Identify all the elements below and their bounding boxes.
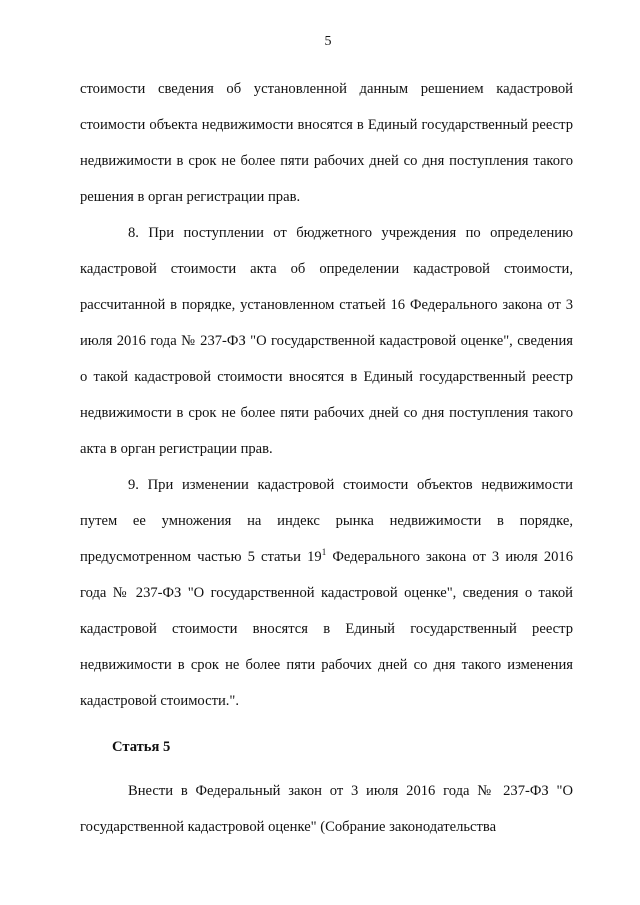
article-heading: Статья 5: [112, 739, 171, 755]
document-body: [80, 71, 573, 845]
paragraph-article-5: Внести в Федеральный закон от 3 июля 2016 года № 237-ФЗ "О государственной кадастровой оценке" (Собрание законодательства: [80, 783, 573, 835]
page-number: 5: [324, 34, 332, 49]
paragraph-9-text-end: Федерального закона от 3 июля 2016 года № 237-ФЗ "О государственной кадастровой оценке", сведения о такой кадастровой стоимости вносятся в Единый государственный реестр недвижимости в срок не более пяти рабочих дней со дня такого изменения кадастровой стоимости.".: [80, 549, 574, 709]
superscript-article-number: 1: [321, 547, 327, 557]
paragraph-9-text-start: 9. При изменении кадастровой стоимости объектов недвижимости путем ее умножения на индекс рынка недвижимости в порядке, предусмотренном частью 5 статьи 19: [80, 477, 573, 565]
paragraph-8: 8. При поступлении от бюджетного учреждения по определению кадастровой стоимости акта об определении кадастровой стоимости, рассчитанной в порядке, установленном статьей 16 Федерального закона от 3 июля 2016 года № 237-ФЗ "О государственной кадастровой оценке", сведения о такой кадастровой стоимости вносятся в Единый государственный реестр недвижимости в срок не более пяти рабочих дней со дня поступления такого акта в орган регистрации прав.: [80, 225, 573, 457]
paragraph-9: [80, 467, 573, 719]
paragraph-continuation: стоимости сведения об установленной данным решением кадастровой стоимости объекта недвижимости вносятся в Единый государственный реестр недвижимости в срок не более пяти рабочих дней со дня поступления такого решения в орган регистрации прав.: [80, 81, 573, 205]
